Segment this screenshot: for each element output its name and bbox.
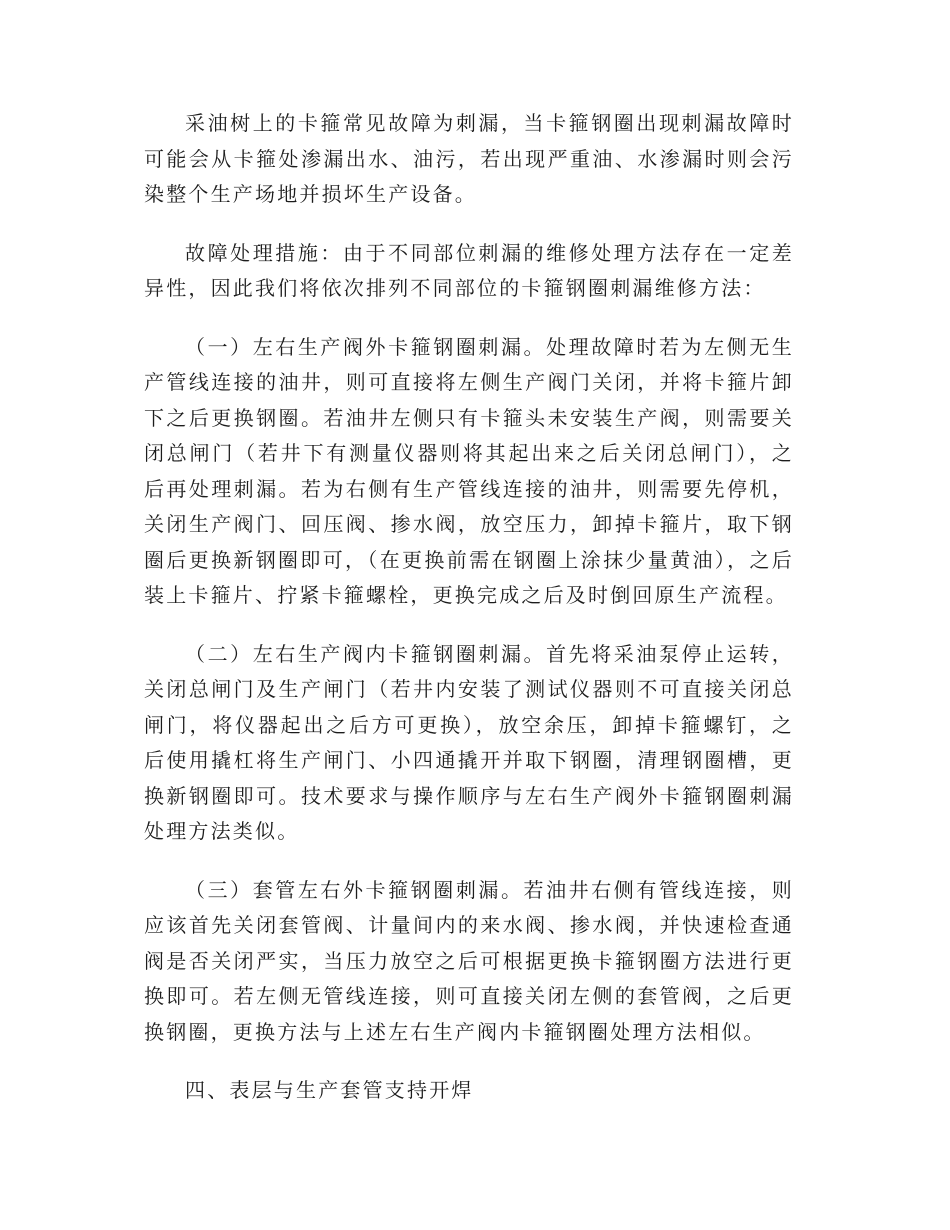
paragraph-section-three: （三）套管左右外卡箍钢圈刺漏。若油井右侧有管线连接，则应该首先关闭套管阀、计量间内的来水阀、掺水阀，并快速检查通阀是否关闭严实，当压力放空之后可根据更换卡箍钢圈方法进行更换即可。若左侧无管线连接，则可直接关闭左侧的套管阀，之后更换钢圈，更换方法与上述左右生产阀内卡箍钢圈处理方法相似。 — [144, 877, 794, 1044]
section-heading-four: 四、表层与生产套管支持开焊 — [185, 1078, 474, 1102]
paragraph-section-two: （二）左右生产阀内卡箍钢圈刺漏。首先将采油泵停止运转，关闭总闸门及生产闸门（若井内安装了测试仪器则不可直接关闭总闸门，将仪器起出之后方可更换），放空余压，卸掉卡箍螺钉，之后使用撬杠将生产闸门、小四通撬开并取下钢圈，清理钢圈槽，更换新钢圈即可。技术要求与操作顺序与左右生产阀外卡箍钢圈刺漏处理方法类似。 — [144, 641, 794, 843]
paragraph-section-one: （一）左右生产阀外卡箍钢圈刺漏。处理故障时若为左侧无生产管线连接的油井，则可直接将左侧生产阀门关闭，并将卡箍片卸下之后更换钢圈。若油井左侧只有卡箍头未安装生产阀，则需要关闭总闸门（若井下有测量仪器则将其起出来之后关闭总闸门），之后再处理刺漏。若为右侧有生产管线连接的油井，则需要先停机，关闭生产阀门、回压阀、掺水阀，放空压力，卸掉卡箍片，取下钢圈后更换新钢圈即可，（在更换前需在钢圈上涂抹少量黄油），之后装上卡箍片、拧紧卡箍螺栓，更换完成之后及时倒回原生产流程。 — [144, 334, 794, 607]
paragraph-clamp-leak-intro: 采油树上的卡箍常见故障为刺漏，当卡箍钢圈出现刺漏故障时可能会从卡箍处渗漏出水、油污，若出现严重油、水渗漏时则会污染整个生产场地并损坏生产设备。 — [144, 111, 794, 206]
paragraph-fault-measures: 故障处理措施：由于不同部位刺漏的维修处理方法存在一定差异性，因此我们将依次排列不同部位的卡箍钢圈刺漏维修方法： — [144, 240, 794, 300]
document-body — [144, 106, 794, 1109]
